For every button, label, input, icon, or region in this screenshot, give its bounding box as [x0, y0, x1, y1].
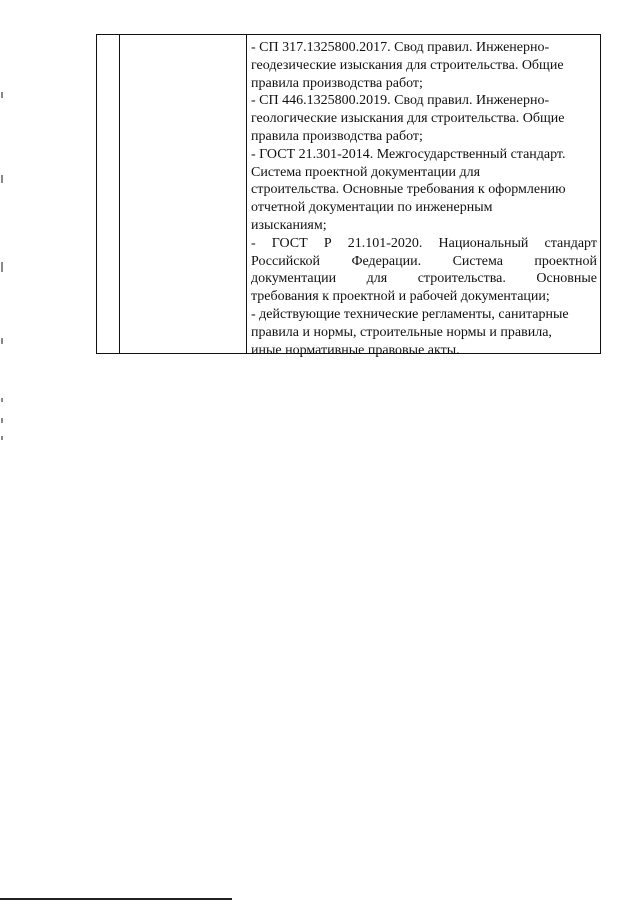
scan-mark [1, 338, 3, 344]
text-line-justified [251, 253, 597, 271]
scan-mark [1, 418, 3, 423]
scan-mark [1, 436, 3, 440]
word: Федерации. [351, 253, 422, 269]
word: Р [323, 235, 332, 251]
text-line-justified [251, 235, 597, 253]
word: - [251, 235, 256, 251]
footnote-rule [0, 898, 232, 900]
word: ГОСТ [271, 235, 308, 251]
text-line: - СП 317.1325800.2017. Свод правил. Инженерно- [251, 40, 550, 55]
table-cell-name [120, 35, 247, 353]
text-line-justified [251, 270, 597, 288]
text-line: требования к проектной и рабочей документации; [251, 289, 550, 305]
text-line: - СП 446.1325800.2019. Свод правил. Инженерно- [251, 93, 550, 109]
word: проектной [534, 253, 597, 269]
word: Российской [251, 253, 320, 269]
word: Национальный [438, 235, 529, 251]
table-cell-number [97, 35, 120, 353]
text-line: - ГОСТ 21.301-2014. Межгосударственный стандарт. [251, 146, 566, 162]
text-line: геодезические изыскания для строительства. Общие [251, 57, 564, 73]
word: документации [251, 271, 337, 287]
text-line: строительства. Основные требования к оформлению [251, 182, 566, 198]
text-line: изысканиям; [251, 217, 327, 233]
word: строительства. [417, 271, 506, 287]
text-line: правила производства работ; [251, 75, 423, 91]
text-line: отчетной документации по инженерным [251, 200, 493, 216]
scan-mark [1, 92, 3, 98]
regulations-table [96, 34, 601, 358]
text-line: Система проектной документации для [251, 164, 481, 180]
scan-mark [1, 175, 3, 183]
word: для [366, 271, 388, 287]
table-cell-regulations [247, 35, 600, 358]
text-line: правила производства работ; [251, 128, 423, 144]
scan-mark [1, 398, 3, 402]
text-line: иные нормативные правовые акты. [251, 342, 460, 358]
text-line: - действующие технические регламенты, санитарные [251, 306, 569, 322]
word: 21.101-2020. [347, 235, 423, 251]
scan-mark [1, 262, 3, 272]
word: Система [452, 253, 503, 269]
text-line: правила и нормы, строительные нормы и правила, [251, 324, 552, 340]
text-line: геологические изыскания для строительства. Общие [251, 111, 565, 127]
word: Основные [536, 271, 597, 287]
scan-margin-marks [1, 0, 4, 905]
word: стандарт [544, 235, 597, 251]
